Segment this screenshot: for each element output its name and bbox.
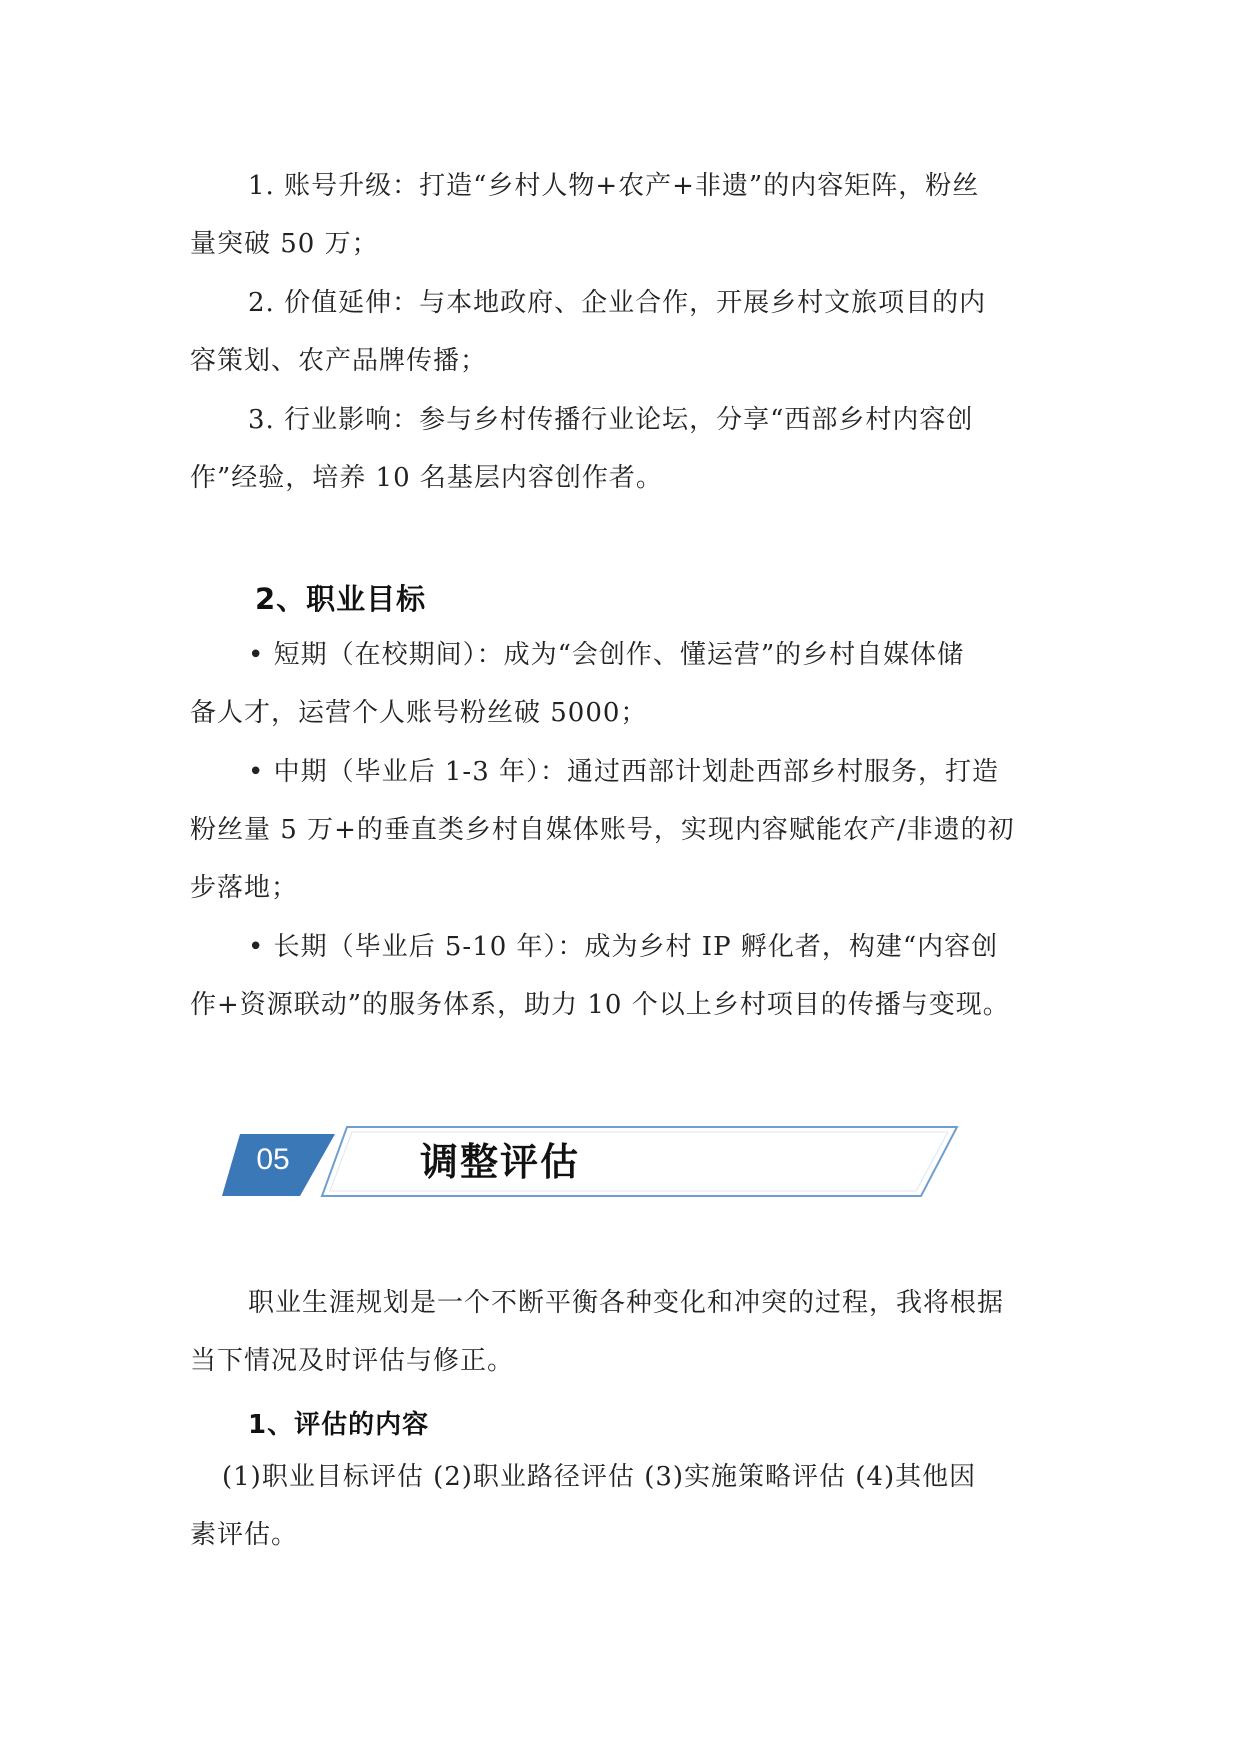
long-term-line-2: 作+资源联动”的服务体系，助力 10 个以上乡村项目的传播与变现。 xyxy=(190,990,1010,1020)
section-title-frame xyxy=(322,1127,957,1196)
short-term-line-2: 备人才，运营个人账号粉丝破 5000； xyxy=(190,698,648,728)
section-title: 调整评估 xyxy=(420,1140,581,1184)
evaluation-items-line-2: 素评估。 xyxy=(190,1520,299,1550)
long-term-line-1: • 长期（毕业后 5-10 年）：成为乡村 IP 孵化者，构建“内容创 xyxy=(248,932,999,962)
short-term-line-1: • 短期（在校期间）：成为“会创作、懂运营”的乡村自媒体储 xyxy=(248,640,965,670)
evaluation-content-heading: 1、评估的内容 xyxy=(248,1410,430,1440)
career-goals-heading: 2、职业目标 xyxy=(255,582,427,616)
intro-line-2: 当下情况及时评估与修正。 xyxy=(190,1346,515,1376)
goal-2-line-2: 容策划、农产品牌传播； xyxy=(190,346,488,376)
section-banner xyxy=(220,1124,960,1204)
goal-3-line-1: 3. 行业影响：参与乡村传播行业论坛，分享“西部乡村内容创 xyxy=(248,405,974,435)
mid-term-line-3: 步落地； xyxy=(190,873,299,903)
mid-term-line-1: • 中期（毕业后 1-3 年）：通过西部计划赴西部乡村服务，打造 xyxy=(248,757,999,787)
intro-line-1: 职业生涯规划是一个不断平衡各种变化和冲突的过程，我将根据 xyxy=(248,1288,1005,1318)
section-number: 05 xyxy=(256,1143,290,1176)
goal-1-line-2: 量突破 50 万； xyxy=(190,229,379,259)
mid-term-line-2: 粉丝量 5 万+的垂直类乡村自媒体账号，实现内容赋能农产/非遗的初 xyxy=(190,815,1015,845)
evaluation-items-line-1: (1)职业目标评估 (2)职业路径评估 (3)实施策略评估 (4)其他因 xyxy=(222,1462,977,1492)
goal-1-line-1: 1. 账号升级：打造“乡村人物+农产+非遗”的内容矩阵，粉丝 xyxy=(248,171,980,201)
goal-3-line-2: 作”经验，培养 10 名基层内容创作者。 xyxy=(190,463,663,493)
goal-2-line-1: 2. 价值延伸：与本地政府、企业合作，开展乡村文旅项目的内 xyxy=(248,288,987,318)
